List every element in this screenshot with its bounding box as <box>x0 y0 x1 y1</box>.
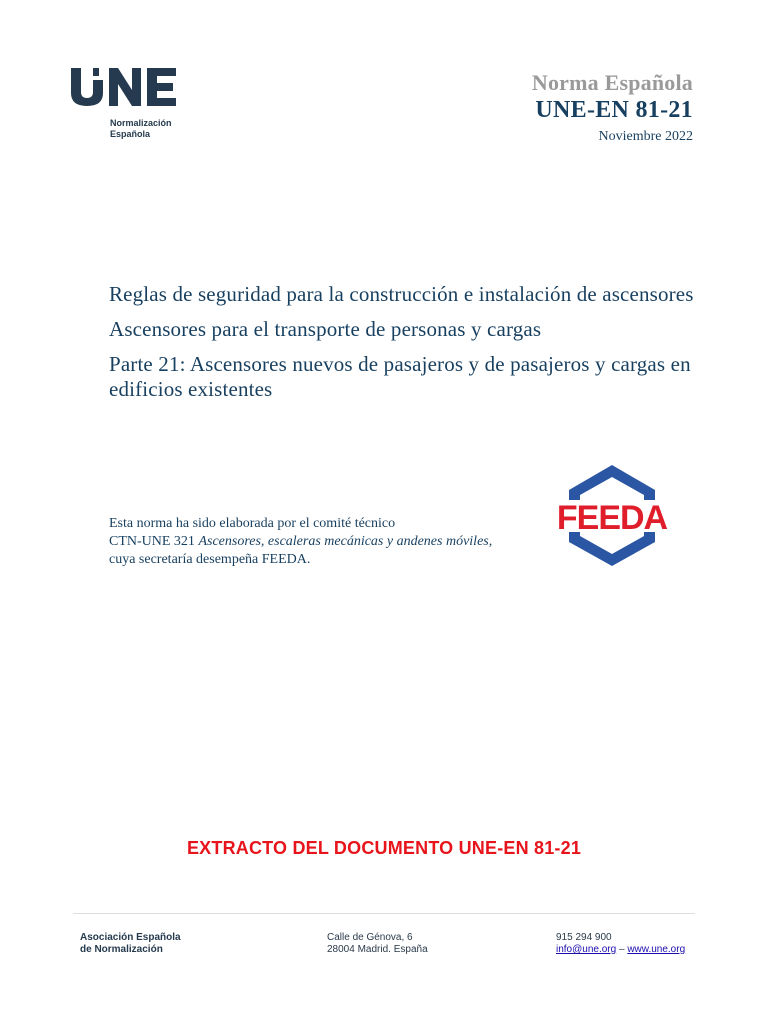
email-link[interactable]: info@une.org <box>556 944 617 955</box>
une-wordmark-icon <box>71 66 179 108</box>
une-subtitle-line1: Normalización <box>110 118 172 128</box>
une-subtitle <box>110 118 172 140</box>
feeda-text: FEEDA <box>556 499 668 537</box>
norm-header <box>532 70 693 148</box>
footer-address-line2: 28004 Madrid. España <box>327 944 428 955</box>
feeda-logo <box>556 462 668 568</box>
committee-prefix: CTN-UNE 321 <box>109 534 199 549</box>
committee-suffix: , cuya secretaría desempeña FEEDA. <box>109 534 493 567</box>
footer-address <box>327 932 428 956</box>
committee-note <box>109 515 509 569</box>
footer-organization <box>80 932 181 956</box>
une-logo <box>71 66 179 146</box>
footer-divider <box>73 913 695 914</box>
title-sub: Ascensores para el transporte de personas y cargas <box>109 317 542 341</box>
title-part: Parte 21: Ascensores nuevos de pasajeros y de pasajeros y cargas en edificios existentes <box>109 352 691 401</box>
norm-type-label: Norma Española <box>531 70 693 95</box>
document-titles <box>109 282 709 412</box>
title-main: Reglas de seguridad para la construcción e instalación de ascensores <box>109 282 694 306</box>
footer-link-separator: – <box>616 944 628 955</box>
extract-notice: EXTRACTO DEL DOCUMENTO UNE-EN 81-21 <box>186 838 582 858</box>
norm-code: UNE-EN 81-21 <box>535 97 693 123</box>
footer-org-line1: Asociación Española <box>80 932 181 943</box>
une-subtitle-line2: Española <box>110 129 151 139</box>
footer-phone: 915 294 900 <box>556 932 612 943</box>
feeda-hexagon-icon <box>556 462 668 568</box>
footer-org-line2: de Normalización <box>80 944 163 955</box>
footer-links <box>556 944 685 956</box>
footer-address-line1: Calle de Génova, 6 <box>327 932 413 943</box>
committee-line1: Esta norma ha sido elaborada por el comité técnico <box>109 516 396 531</box>
norm-date: Noviembre 2022 <box>598 129 693 144</box>
website-link[interactable]: www.une.org <box>627 944 686 955</box>
committee-name: Ascensores, escaleras mecánicas y andenes móviles <box>198 534 489 549</box>
footer-contact <box>556 932 685 956</box>
